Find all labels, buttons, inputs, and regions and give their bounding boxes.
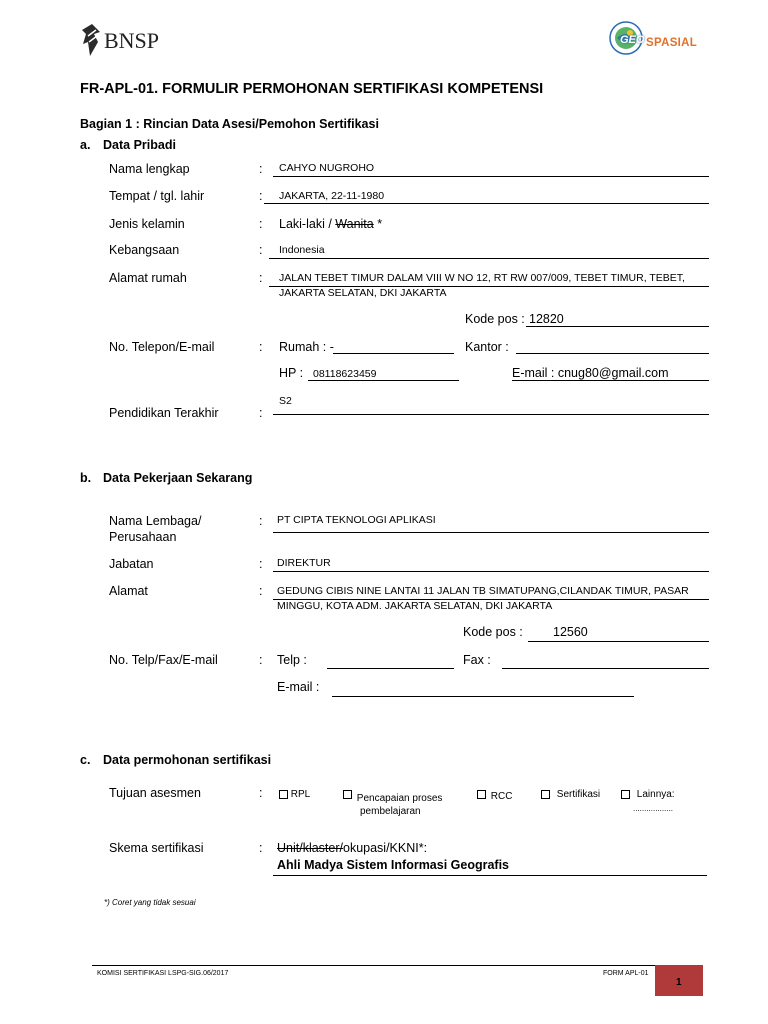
- pendidikan-value: S2: [279, 395, 292, 407]
- telp-kantor-sub: Telp :: [277, 653, 307, 667]
- skema-value: Ahli Madya Sistem Informasi Geografis: [277, 858, 510, 872]
- page-number: 1: [676, 977, 682, 988]
- footer-right: FORM APL-01: [603, 970, 649, 977]
- rpl-checkbox[interactable]: [279, 790, 288, 799]
- kodepos-label: Kode pos :: [465, 312, 525, 326]
- ttl-label: Tempat / tgl. lahir: [109, 189, 205, 203]
- ttl-underline: [264, 203, 709, 204]
- nama-value: CAHYO NUGROHO: [279, 162, 375, 174]
- telp-kantor-underline: [327, 668, 454, 669]
- colon: :: [259, 557, 263, 571]
- form-title: FR-APL-01. FORMULIR PERMOHONAN SERTIFIKASI KOMPETENSI: [80, 81, 544, 97]
- alamat-kantor-label: Alamat: [109, 584, 148, 598]
- hp-value: 08118623459: [313, 368, 377, 380]
- jabatan-underline: [273, 571, 709, 572]
- kebangsaan-value: Indonesia: [279, 244, 325, 256]
- ttl-value: JAKARTA, 22-11-1980: [279, 190, 385, 202]
- colon: :: [259, 217, 263, 231]
- sertifikasi-label: Sertifikasi: [556, 789, 601, 800]
- spasial-logo-text: SPASIAL: [646, 37, 698, 49]
- lembaga-label-2: Perusahaan: [109, 530, 177, 544]
- nama-underline: [273, 176, 709, 177]
- colon: :: [259, 406, 263, 420]
- email-label: E-mail : cnug80@gmail.com: [512, 366, 669, 380]
- skema-struck: Unit/klaster/: [277, 841, 343, 855]
- pendidikan-label: Pendidikan Terakhir: [109, 406, 219, 420]
- rpl-label: RPL: [290, 789, 311, 800]
- email-underline: [512, 380, 709, 381]
- rcc-checkbox[interactable]: [477, 790, 486, 799]
- footer-rule: [92, 965, 656, 966]
- skema-label: Skema sertifikasi: [109, 841, 204, 855]
- section-1-title: Bagian 1 : Rincian Data Asesi/Pemohon Sertifikasi: [80, 117, 379, 131]
- geospasial-logo: [608, 20, 708, 60]
- kodepos-underline: [526, 326, 709, 327]
- pencapaian-label-2: pembelajaran: [360, 806, 421, 817]
- skema-kind: [277, 841, 427, 855]
- option-sertifikasi[interactable]: [541, 789, 600, 800]
- alamat-kantor-line1: GEDUNG CIBIS NINE LANTAI 11 JALAN TB SIMATUPANG,CILANDAK TIMUR, PASAR: [277, 585, 689, 597]
- option-rcc[interactable]: [477, 789, 512, 800]
- jabatan-label: Jabatan: [109, 557, 154, 571]
- jk-value: [279, 217, 382, 231]
- fax-kantor-sub: Fax :: [463, 653, 491, 667]
- colon: :: [259, 653, 263, 667]
- kodepos-kantor-underline: [528, 641, 709, 642]
- colon: :: [259, 271, 263, 285]
- jk-label: Jenis kelamin: [109, 217, 185, 231]
- section-a-letter: a.: [80, 138, 91, 152]
- section-b-title: Data Pekerjaan Sekarang: [103, 471, 253, 485]
- skema-underline: [273, 875, 707, 876]
- rcc-label: RCC: [490, 791, 513, 802]
- colon: :: [259, 189, 263, 203]
- sertifikasi-checkbox[interactable]: [541, 790, 550, 799]
- pendidikan-underline: [273, 414, 709, 415]
- lembaga-underline: [273, 532, 709, 533]
- alamat-line2: JAKARTA SELATAN, DKI JAKARTA: [279, 287, 447, 299]
- jk-male: Laki-laki /: [279, 217, 336, 231]
- colon: :: [259, 514, 263, 528]
- colon: :: [259, 584, 263, 598]
- kodepos-kantor-label: Kode pos :: [463, 625, 523, 639]
- footer-left: KOMISI SERTIFIKASI LSPG-SIG.06/2017: [97, 970, 229, 977]
- email-kantor-sub: E-mail :: [277, 680, 320, 694]
- bnsp-emblem-icon: [80, 22, 104, 58]
- pencapaian-checkbox[interactable]: [343, 790, 352, 799]
- kodepos-value: 12820: [529, 312, 564, 326]
- bnsp-logo-text: BNSP: [104, 28, 160, 53]
- option-lainnya[interactable]: [621, 789, 675, 800]
- jk-female: Wanita: [335, 217, 374, 231]
- alamat-label: Alamat rumah: [109, 271, 187, 285]
- kantor-underline: [516, 353, 709, 354]
- section-b-letter: b.: [80, 471, 92, 485]
- option-rpl[interactable]: [279, 789, 310, 800]
- nama-label: Nama lengkap: [109, 162, 190, 176]
- colon: :: [259, 243, 263, 257]
- kodepos-kantor-value: 12560: [553, 625, 588, 639]
- section-c-letter: c.: [80, 753, 91, 767]
- hp-label: HP :: [279, 366, 304, 380]
- geo-logo-text: GEO: [620, 34, 645, 46]
- email-kantor-underline: [332, 696, 634, 697]
- lembaga-label-1: Nama Lembaga/: [109, 514, 202, 528]
- jk-star: *: [373, 217, 383, 231]
- telp-kantor-label: No. Telp/Fax/E-mail: [109, 653, 218, 667]
- colon: :: [259, 841, 263, 855]
- jabatan-value: DIREKTUR: [277, 557, 331, 569]
- kebangsaan-label: Kebangsaan: [109, 243, 180, 257]
- kantor-label: Kantor :: [465, 340, 509, 354]
- colon: :: [259, 340, 263, 354]
- fax-kantor-underline: [502, 668, 709, 669]
- tujuan-label: Tujuan asesmen: [109, 786, 201, 800]
- lainnya-label: Lainnya:: [636, 789, 675, 800]
- section-a-title: Data Pribadi: [103, 138, 176, 152]
- lainnya-checkbox[interactable]: [621, 790, 630, 799]
- hp-underline: [308, 380, 459, 381]
- lembaga-value: PT CIPTA TEKNOLOGI APLIKASI: [277, 514, 436, 526]
- kebangsaan-underline: [269, 258, 709, 259]
- colon: :: [259, 786, 263, 800]
- footnote: *) Coret yang tidak sesuai: [104, 898, 196, 907]
- lainnya-dots: ..................: [633, 804, 674, 813]
- skema-rest: okupasi/KKNI*:: [343, 841, 428, 855]
- section-c-title: Data permohonan sertifikasi: [103, 753, 272, 767]
- telp-label: No. Telepon/E-mail: [109, 340, 215, 354]
- alamat-kantor-line2: MINGGU, KOTA ADM. JAKARTA SELATAN, DKI JAKARTA: [277, 600, 553, 612]
- colon: :: [259, 162, 263, 176]
- page-number-badge: [655, 965, 703, 996]
- rumah-label: Rumah : -: [279, 340, 334, 354]
- rumah-underline: [333, 353, 454, 354]
- option-pencapaian[interactable]: [343, 789, 443, 804]
- pencapaian-label-1: Pencapaian proses: [356, 793, 443, 804]
- alamat-line1: JALAN TEBET TIMUR DALAM VIII W NO 12, RT RW 007/009, TEBET TIMUR, TEBET,: [279, 272, 685, 284]
